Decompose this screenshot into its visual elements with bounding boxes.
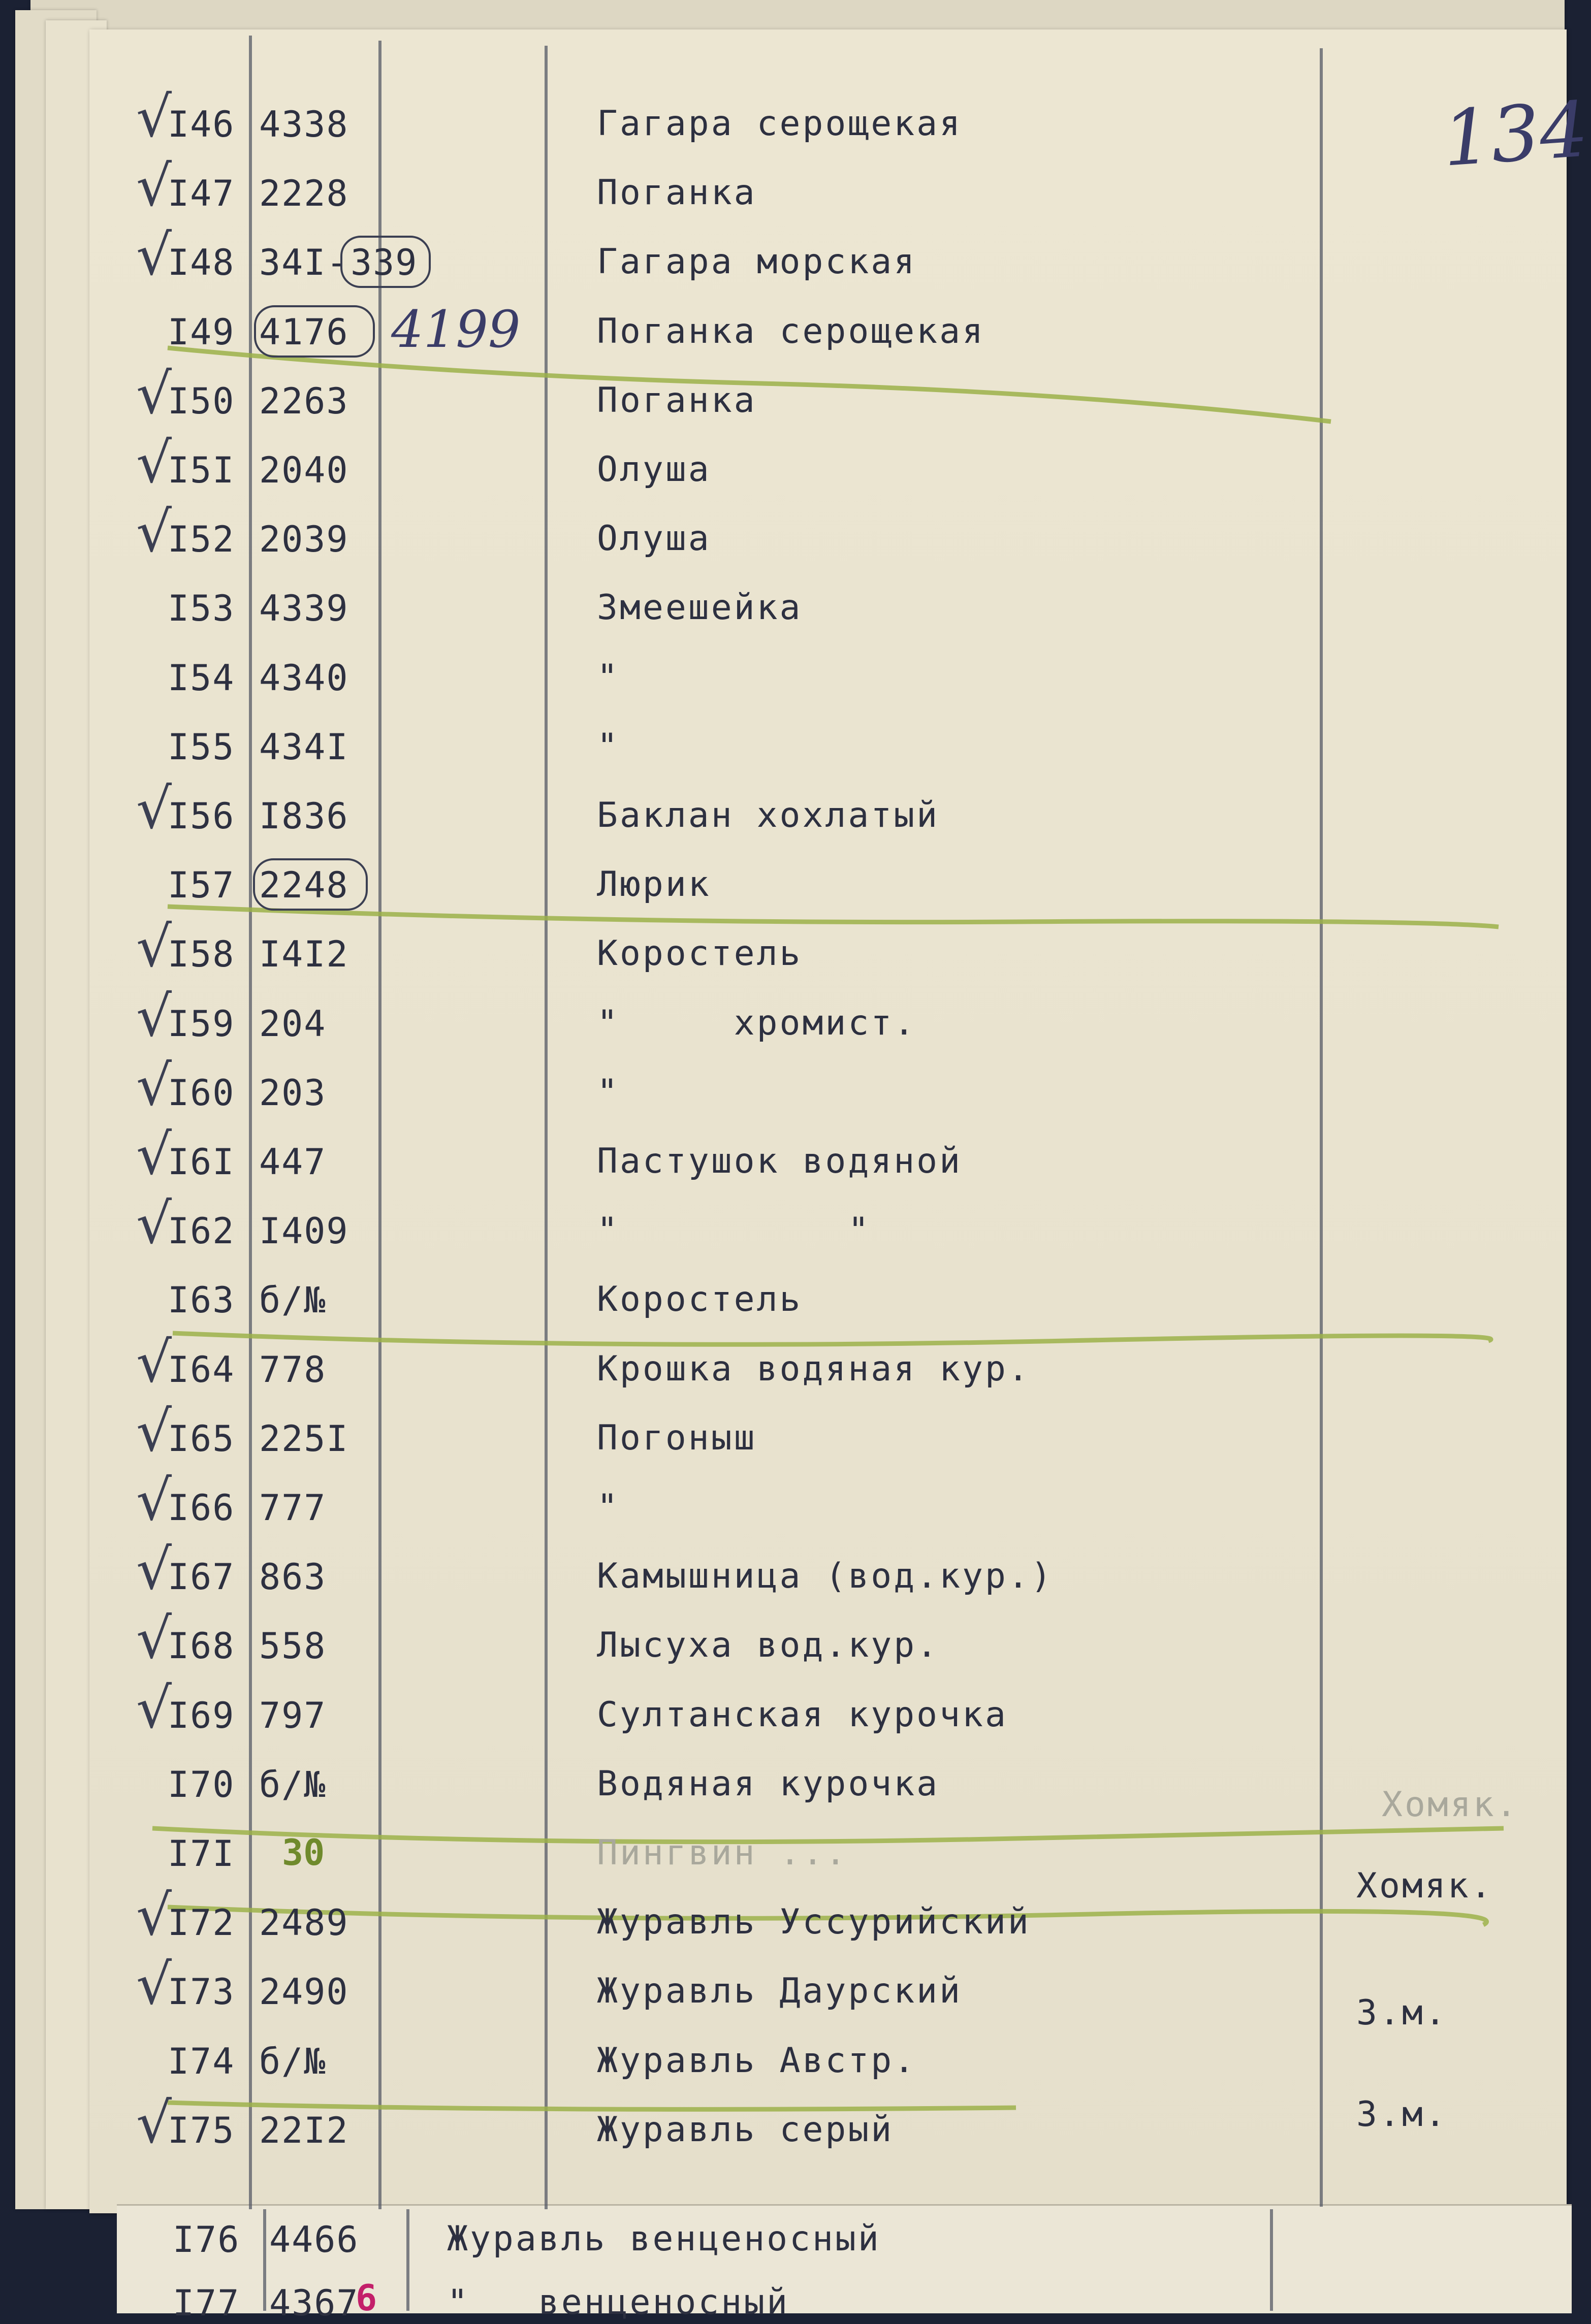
registry-number: 2490 (259, 1971, 349, 2013)
registry-number: 4176 (259, 311, 349, 353)
row-number: I73 (168, 1971, 235, 2013)
registry-number: I836 (259, 795, 349, 837)
registry-number: 777 (259, 1487, 327, 1529)
registry-number: 797 (259, 1694, 327, 1736)
check-mark-icon: √ (136, 1122, 172, 1187)
green-line-after-163 (173, 1333, 1491, 1344)
row-number: I58 (168, 933, 235, 976)
row-number: I7I (168, 1833, 235, 1875)
registry-number: 2228 (259, 173, 349, 215)
registry-number: 2040 (259, 449, 349, 491)
species-name: Журавль серый (597, 2109, 894, 2150)
check-mark-icon: √ (136, 222, 172, 288)
remark-text: З.м. (1356, 1993, 1448, 2033)
species-name: Лысуха вод.кур. (597, 1625, 940, 1666)
row-number: I77 (173, 2282, 240, 2324)
registry-number: I4I2 (259, 933, 349, 976)
registry-number: I409 (259, 1210, 349, 1252)
species-name: Поганка (597, 173, 757, 213)
row-number: I63 (168, 1279, 235, 1321)
species-name: Змеешейка (597, 588, 803, 628)
species-name: Олуша (597, 449, 711, 490)
row-number: I69 (168, 1694, 235, 1736)
check-mark-icon: √ (136, 153, 172, 219)
check-mark-icon: √ (136, 1952, 172, 2017)
check-mark-icon: √ (136, 776, 172, 841)
check-mark-icon: √ (136, 499, 172, 565)
species-name: Гагара серощекая (597, 104, 963, 144)
row-number: I48 (168, 242, 235, 284)
check-mark-icon: √ (136, 983, 172, 1049)
registry-number: 2039 (259, 519, 349, 561)
species-name: " (597, 657, 620, 697)
check-mark-icon: √ (136, 84, 172, 149)
registry-number: 434I (259, 726, 349, 768)
row-number: I75 (168, 2109, 235, 2151)
species-name: " (597, 1487, 620, 1527)
species-name: Камышница (вод.кур.) (597, 1556, 1054, 1597)
species-name: Журавль венценосный (447, 2219, 881, 2259)
species-name: Султанская курочка (597, 1694, 1008, 1735)
registry-number: 34I- (259, 242, 349, 284)
page-number-handwritten: 134 (1440, 85, 1591, 184)
row-number: I55 (168, 726, 235, 768)
row-number: I76 (173, 2219, 240, 2261)
species-name: " (597, 726, 620, 766)
row-number: I49 (168, 311, 235, 353)
registry-correction-handwritten: 4199 (391, 299, 521, 359)
check-mark-icon: √ (136, 1398, 172, 1464)
species-name: Крошка водяная кур. (597, 1348, 1031, 1389)
registry-number: 778 (259, 1348, 327, 1391)
row-number: I72 (168, 1902, 235, 1944)
row-number: I5I (168, 449, 235, 491)
row-number: I62 (168, 1210, 235, 1252)
check-mark-icon: √ (136, 1329, 172, 1395)
magenta-correction-mark: 6 (356, 2277, 377, 2319)
row-number: I65 (168, 1417, 235, 1460)
species-name: Поганка (597, 380, 757, 421)
row-number: I53 (168, 588, 235, 630)
species-name: Люрик (597, 864, 711, 905)
species-name: Водяная курочка (597, 1763, 940, 1804)
row-number: I47 (168, 173, 235, 215)
registry-number: 447 (259, 1141, 327, 1183)
row-number: I70 (168, 1763, 235, 1805)
registry-number: 225I (259, 1417, 349, 1460)
check-mark-icon: √ (136, 1606, 172, 1671)
species-name: " (597, 1072, 620, 1112)
green-line-after-174 (168, 2103, 1016, 2109)
species-name: Журавль Даурский (597, 1971, 963, 2012)
registry-number: 4367 (269, 2282, 359, 2324)
check-mark-icon: √ (136, 914, 172, 980)
row-number: I74 (168, 2040, 235, 2082)
registry-number: 2489 (259, 1902, 349, 1944)
registry-number: 4338 (259, 104, 349, 145)
row-number: I54 (168, 657, 235, 699)
registry-number: 558 (259, 1625, 327, 1667)
registry-number: 22I2 (259, 2109, 349, 2151)
registry-correction: 339 (351, 242, 418, 284)
green-line-after-157 (168, 907, 1499, 927)
species-name: Коростель (597, 1279, 803, 1320)
row-number: I67 (168, 1556, 235, 1598)
row-number: I50 (168, 380, 235, 422)
species-name: Коростель (597, 933, 803, 974)
check-mark-icon: √ (136, 2090, 172, 2155)
remark-text: Хомяк. (1382, 1785, 1519, 1825)
row-number: I46 (168, 104, 235, 145)
row-number: I68 (168, 1625, 235, 1667)
row-number: I60 (168, 1072, 235, 1114)
registry-number: 4340 (259, 657, 349, 699)
row-number: I6I (168, 1141, 235, 1183)
species-name: Гагара морская (597, 242, 917, 282)
circled-registry (253, 858, 368, 911)
species-name: Баклан хохлатый (597, 795, 940, 835)
row-number: I57 (168, 864, 235, 907)
species-name: Журавль Австр. (597, 2040, 917, 2081)
check-mark-icon: √ (136, 1675, 172, 1740)
species-name: Журавль Уссурийский (597, 1902, 1031, 1943)
check-mark-icon: √ (136, 1468, 172, 1533)
registry-number: б/№ (259, 1763, 327, 1805)
registry-number: 204 (259, 1003, 327, 1045)
row-number: I64 (168, 1348, 235, 1391)
registry-number: 2248 (259, 864, 349, 907)
species-name: Поганка серощекая (597, 311, 985, 351)
check-mark-icon: √ (136, 1191, 172, 1256)
species-name: " хромист. (597, 1003, 917, 1043)
species-name: Погоныш (597, 1417, 757, 1458)
species-name: Пингвин ... (597, 1833, 848, 1873)
row-number: I56 (168, 795, 235, 837)
registry-number: 863 (259, 1556, 327, 1598)
check-mark-icon: √ (136, 430, 172, 495)
species-name: Олуша (597, 519, 711, 559)
row-number: I66 (168, 1487, 235, 1529)
registry-number: б/№ (259, 1279, 327, 1321)
check-mark-icon: √ (136, 361, 172, 426)
registry-number: б/№ (259, 2040, 327, 2082)
circled-registry (254, 305, 375, 358)
check-mark-icon: √ (136, 1537, 172, 1602)
remark-text: З.м. (1356, 2094, 1448, 2135)
registry-number: 30 (282, 1832, 325, 1874)
registry-number: 203 (259, 1072, 327, 1114)
species-name: " венценосный (447, 2282, 790, 2322)
row-number: I52 (168, 519, 235, 561)
check-mark-icon: √ (136, 1883, 172, 1948)
species-name: Пастушок водяной (597, 1141, 963, 1181)
row-number: I59 (168, 1003, 235, 1045)
registry-number: 4339 (259, 588, 349, 630)
check-mark-icon: √ (136, 1052, 172, 1118)
registry-number: 4466 (269, 2219, 359, 2261)
registry-number: 2263 (259, 380, 349, 422)
species-name: " " (597, 1210, 871, 1251)
remark-text: Хомяк. (1356, 1866, 1493, 1906)
